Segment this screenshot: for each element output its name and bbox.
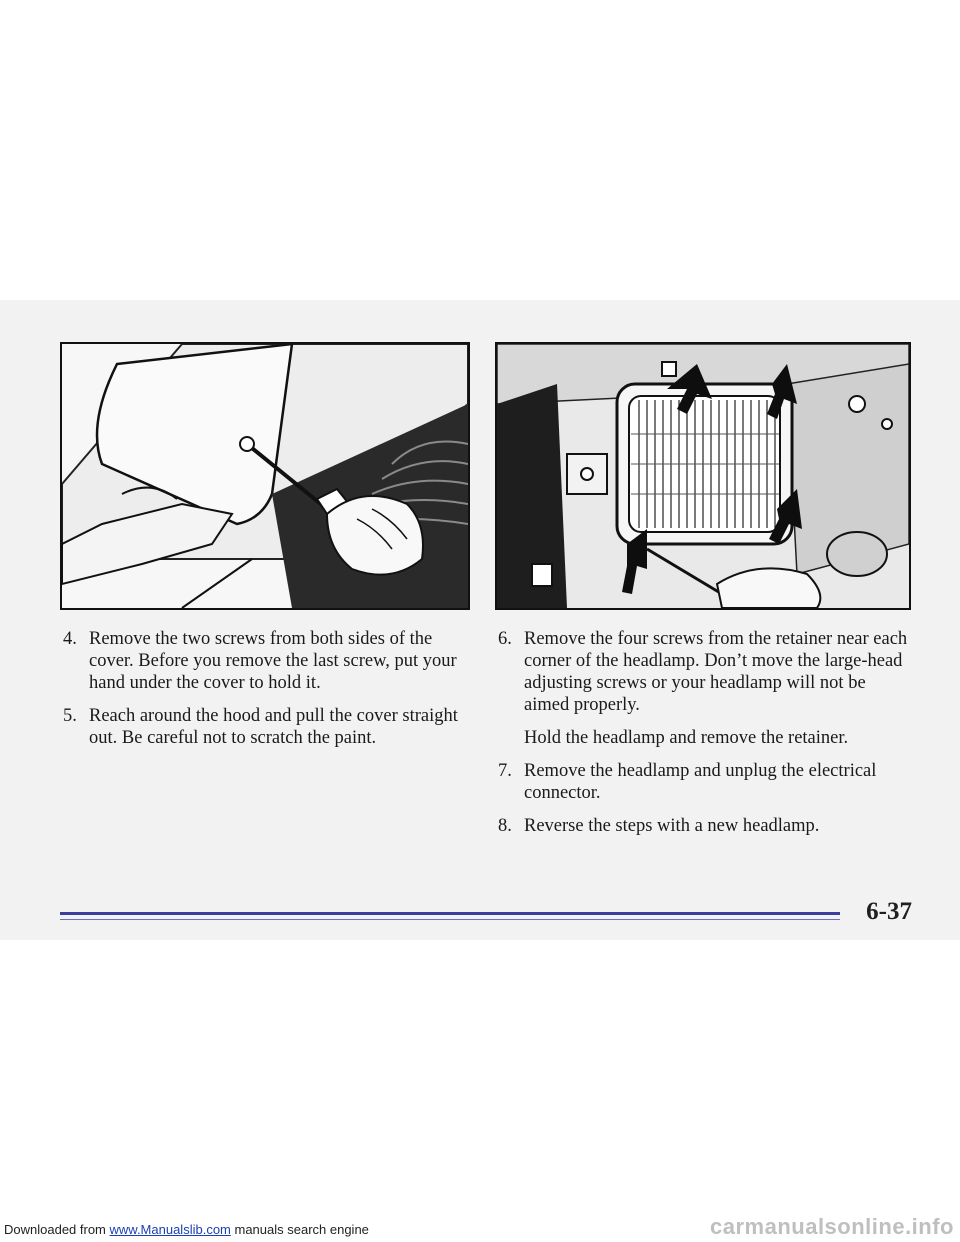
step-number: 6.: [498, 629, 512, 649]
step-8: [498, 815, 910, 837]
step-7: [498, 760, 910, 804]
steps-right: [498, 628, 910, 848]
step-number: 4.: [63, 629, 77, 649]
step-number: 7.: [498, 761, 512, 781]
step-text: Remove the headlamp and unplug the electrical connector.: [524, 761, 877, 803]
step-text: Remove the two screws from both sides of the cover. Before you remove the last screw, put your hand under the cover to hold it.: [89, 629, 457, 693]
step-6-subtext: Hold the headlamp and remove the retainer.: [524, 728, 849, 748]
footer-suffix: manuals search engine: [230, 1222, 369, 1237]
hood-cover-screwdriver-icon: [62, 344, 468, 608]
step-5: [63, 705, 473, 749]
footer: [4, 1222, 369, 1237]
step-4: [63, 628, 473, 694]
page-rule-thin: [60, 919, 840, 920]
footer-prefix: Downloaded from: [4, 1222, 110, 1237]
step-number: 8.: [498, 816, 512, 836]
watermark: carmanualsonline.info: [710, 1214, 954, 1239]
footer-link[interactable]: www.Manualslib.com: [109, 1222, 231, 1237]
hood-cover-illustration: [60, 342, 470, 610]
headlamp-retainer-screws-icon: [497, 344, 909, 608]
steps-left: [63, 628, 473, 760]
step-6: [498, 628, 910, 716]
step-text: Remove the four screws from the retainer near each corner of the headlamp. Don’t move the large-head adjusting screws or your headlamp will not be aimed properly.: [524, 629, 908, 715]
page-number: 6-37: [866, 898, 912, 925]
step-number: 5.: [63, 706, 77, 726]
page-rule: [60, 912, 840, 915]
step-text: Reach around the hood and pull the cover straight out. Be careful not to scratch the paint.: [89, 706, 458, 748]
headlamp-illustration: [495, 342, 911, 610]
step-text: Reverse the steps with a new headlamp.: [524, 816, 820, 836]
